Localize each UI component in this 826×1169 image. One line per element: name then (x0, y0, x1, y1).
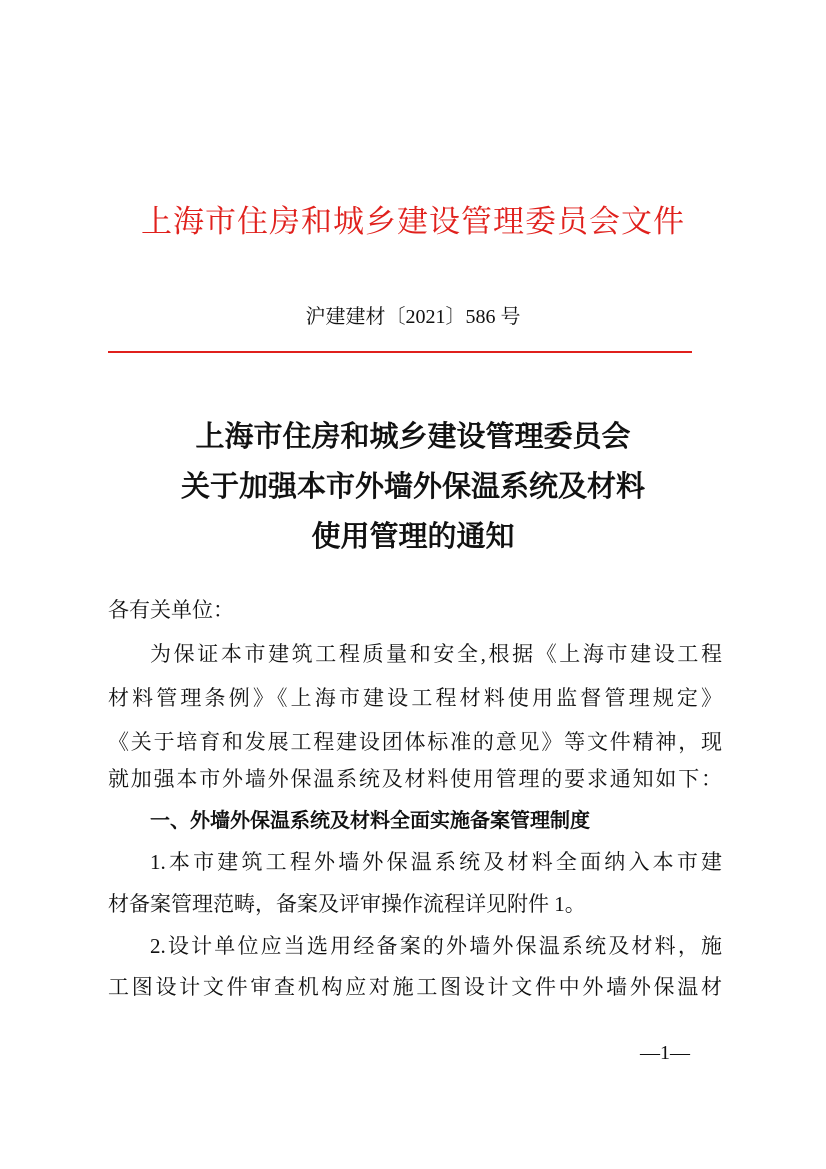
item-2-line: 工图设计文件审查机构应对施工图设计文件中外墙外保温材 (108, 975, 722, 999)
body-line: 材料管理条例》《上海市建设工程材料使用监督管理规定》 (108, 686, 722, 710)
issuing-organization-title: 上海市住房和城乡建设管理委员会文件 (141, 204, 685, 239)
notice-title-line-2: 关于加强本市外墙外保温系统及材料 (180, 471, 645, 503)
body-line: 就加强本市外墙外保温系统及材料使用管理的要求通知如下： (108, 767, 722, 791)
body-line: 为保证本市建筑工程质量和安全,根据《上海市建设工程 (150, 642, 722, 666)
notice-title-line-1: 上海市住房和城乡建设管理委员会 (195, 421, 631, 453)
page-number: —1— (640, 1042, 690, 1064)
red-divider (108, 351, 692, 353)
document-number: 沪建建材〔2021〕586 号 (305, 306, 521, 328)
salutation: 各有关单位： (108, 598, 234, 622)
item-2-line: 2.设计单位应当选用经备案的外墙外保温系统及材料，施 (150, 934, 722, 958)
section-1-heading: 一、外墙外保温系统及材料全面实施备案管理制度 (150, 808, 590, 832)
body-line: 《关于培育和发展工程建设团体标准的意见》等文件精神，现 (108, 730, 722, 754)
item-1-line: 材备案管理范畴，备案及评审操作流程详见附件 1。 (108, 892, 586, 916)
item-1-line: 1.本市建筑工程外墙外保温系统及材料全面纳入本市建 (150, 850, 722, 874)
notice-title-line-3: 使用管理的通知 (311, 521, 515, 553)
